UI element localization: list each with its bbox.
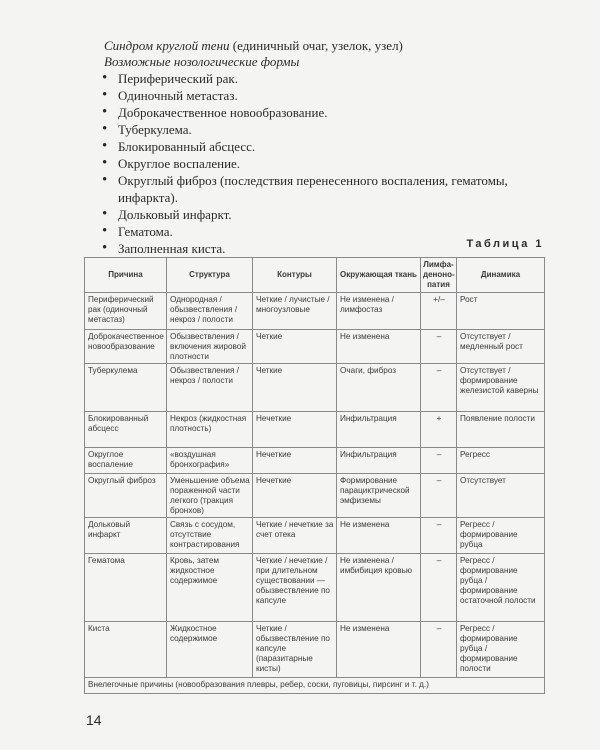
column-header: Структура (167, 258, 253, 293)
table-cell: Очаги, фиброз (337, 364, 421, 412)
heading-line-1 (104, 38, 403, 54)
table-cell: Однородная / обызвествления / некроз / полости (167, 293, 253, 330)
table-cell: Не изменена / лимфостаз (337, 293, 421, 330)
table-row (85, 518, 545, 554)
table-cell: Доброкачественное новообразование (85, 330, 167, 364)
table-cell: Кровь, затем жидкостное содержимое (167, 554, 253, 622)
table-cell: Четкие / лучистые / многоузловые (253, 293, 337, 330)
table-cell: Четкие (253, 364, 337, 412)
table-cell: – (421, 330, 457, 364)
table-cell: – (421, 448, 457, 474)
syndrome-title: Синдром круглой тени (104, 38, 230, 53)
table-row (85, 448, 545, 474)
table-cell: Нечеткие (253, 474, 337, 518)
table-cell: Не изменена (337, 622, 421, 678)
list-item: • Доброкачественное новообразование. (100, 104, 540, 121)
table-cell: Отсутствует / формирование железистой каверны (457, 364, 545, 412)
table-cell: Блокированный абсцесс (85, 412, 167, 448)
table-row (85, 554, 545, 622)
section-heading (104, 38, 403, 70)
table-cell: – (421, 622, 457, 678)
table-cell: Формирование парациктрической эмфиземы (337, 474, 421, 518)
table-cell: Рост (457, 293, 545, 330)
syndrome-subtitle: (единичный очаг, узелок, узел) (229, 38, 403, 53)
table-footer: Внелегочные причины (новообразования плевры, ребер, соски, пуговицы, пирсинг и т. д.) (85, 678, 545, 694)
page-number: 14 (86, 712, 102, 728)
table-cell: Нечеткие (253, 412, 337, 448)
list-item: • Туберкулема. (100, 121, 540, 138)
table-cell: Четкие (253, 330, 337, 364)
list-item: • Дольковый инфаркт. (100, 206, 540, 223)
table-cell: Инфильтрация (337, 412, 421, 448)
table-cell: + (421, 412, 457, 448)
table-row (85, 412, 545, 448)
column-header: Лимфа-деноно-патия (421, 258, 457, 293)
table-cell: – (421, 554, 457, 622)
table-cell: Отсутствует (457, 474, 545, 518)
table-cell: Гематома (85, 554, 167, 622)
table-cell: Появление полости (457, 412, 545, 448)
list-item: • Одиночный метастаз. (100, 87, 540, 104)
table-cell: Не изменена (337, 518, 421, 554)
table-cell: Округлый фиброз (85, 474, 167, 518)
table-cell: Округлое воспаление (85, 448, 167, 474)
table-cell: Киста (85, 622, 167, 678)
table-cell: Регресс (457, 448, 545, 474)
table-cell: Периферический рак (одиночный метастаз) (85, 293, 167, 330)
table-row (85, 293, 545, 330)
table-cell: Нечеткие (253, 448, 337, 474)
table-footer-row (85, 678, 545, 694)
table-cell: Связь с сосудом, отсутствие контрастирования (167, 518, 253, 554)
list-item: • Округлый фиброз (последствия перенесенного воспаления, гематомы, инфаркта). (100, 172, 540, 206)
table-cell: Четкие / нечеткие / при длительном существовании — обызвествление по капсуле (253, 554, 337, 622)
table-cell: Обызвествления / некроз / полости (167, 364, 253, 412)
column-header: Контуры (253, 258, 337, 293)
column-header: Причина (85, 258, 167, 293)
table-cell: +/– (421, 293, 457, 330)
table-caption: Таблица 1 (466, 238, 544, 250)
table-cell: «воздушная бронхография» (167, 448, 253, 474)
table-cell: Отсутствует / медленный рост (457, 330, 545, 364)
table-row (85, 474, 545, 518)
table-cell: – (421, 364, 457, 412)
list-item: • Округлое воспаление. (100, 155, 540, 172)
table-cell: Инфильтрация (337, 448, 421, 474)
column-header: Динамика (457, 258, 545, 293)
table-cell: Не изменена (337, 330, 421, 364)
table-cell: Некроз (жидкостная плотность) (167, 412, 253, 448)
table-cell: Дольковый инфаркт (85, 518, 167, 554)
table-cell: Туберкулема (85, 364, 167, 412)
table-cell: Уменьшение объема пораженной части легкого (тракция бронхов) (167, 474, 253, 518)
table-cell: – (421, 518, 457, 554)
table-cell: Обызвествления / включения жировой плотности (167, 330, 253, 364)
forms-heading: Возможные нозологические формы (104, 54, 300, 69)
column-header: Окружающая ткань (337, 258, 421, 293)
table-cell: Регресс / формирование рубца (457, 518, 545, 554)
table-cell: Жидкостное содержимое (167, 622, 253, 678)
table-cell: – (421, 474, 457, 518)
table-row (85, 364, 545, 412)
table-row (85, 330, 545, 364)
table-cell: Четкие / обызвествление по капсуле (паразитарные кисты) (253, 622, 337, 678)
table-cell: Регресс / формирование рубца / формирование остаточной полости (457, 554, 545, 622)
list-item: • Периферический рак. (100, 70, 540, 87)
list-item: • Гематома. (100, 223, 540, 240)
table-header-row (85, 258, 545, 293)
table-cell: Четкие / нечеткие за счет отека (253, 518, 337, 554)
table-cell: Регресс / формирование рубца / формирование полости (457, 622, 545, 678)
nosological-forms-list (100, 70, 540, 257)
list-item: • Блокированный абсцесс. (100, 138, 540, 155)
differential-table (84, 257, 545, 694)
table-row (85, 622, 545, 678)
list-item: • Заполненная киста. (100, 240, 540, 257)
table-cell: Не изменена / имбибиция кровью (337, 554, 421, 622)
